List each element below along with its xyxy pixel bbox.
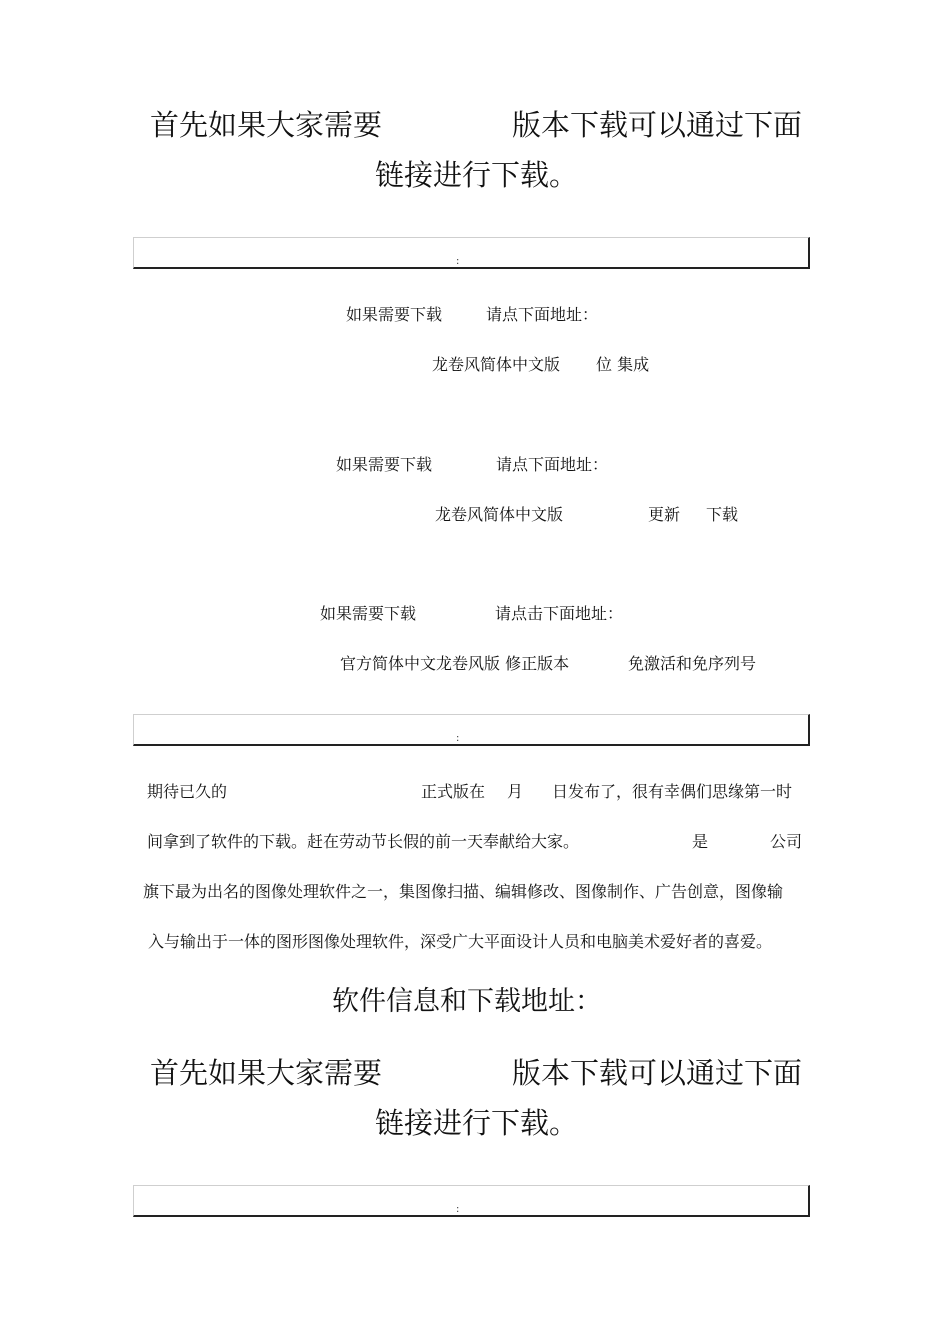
intro-line1-c: 月 [507, 782, 524, 801]
code-box-2-caption: : [456, 733, 462, 744]
download-1-link[interactable]: 龙卷风简体中文版 [432, 355, 561, 374]
download-1-prefix: 如果需要下载 [346, 305, 443, 324]
download-3-link[interactable]: 官方简体中文龙卷风版 修正版本 [340, 654, 570, 673]
download-3-suffix: 请点击下面地址： [495, 604, 624, 623]
section-title: 软件信息和下载地址： [332, 986, 602, 1017]
code-box-1-caption: : [456, 256, 462, 267]
download-1-suffix: 请点下面地址： [486, 305, 599, 324]
code-box-2 [133, 714, 810, 746]
download-2-link[interactable]: 龙卷风简体中文版 [435, 505, 564, 524]
heading-1-line1-left: 首先如果大家需要 [150, 108, 383, 142]
download-2-action[interactable]: 下载 [706, 505, 739, 524]
intro-line4: 入与输出于一体的图形图像处理软件，深受广大平面设计人员和电脑美术爱好者的喜爱。 [148, 932, 773, 951]
heading-2-line1-left: 首先如果大家需要 [150, 1056, 383, 1090]
intro-line1-a: 期待已久的 [147, 782, 228, 801]
intro-line1-d: 日发布了，很有幸偶们思缘第一时 [552, 782, 793, 801]
code-box-1 [133, 237, 810, 269]
intro-line2-a: 间拿到了软件的下载。赶在劳动节长假的前一天奉献给大家。 [147, 832, 580, 851]
download-3-prefix: 如果需要下载 [320, 604, 417, 623]
code-box-3-caption: : [456, 1204, 462, 1215]
intro-line2-b: 是 [692, 832, 709, 851]
code-box-3 [133, 1185, 810, 1217]
intro-line1-b: 正式版在 [421, 782, 486, 801]
heading-1-line1-right: 版本下载可以通过下面 [512, 108, 803, 142]
intro-line2-c: 公司 [770, 832, 803, 851]
heading-1-line2: 链接进行下载。 [375, 158, 579, 192]
download-3-extra[interactable]: 免激活和免序列号 [628, 654, 757, 673]
download-2-suffix: 请点下面地址： [496, 455, 609, 474]
download-2-prefix: 如果需要下载 [336, 455, 433, 474]
download-1-bits[interactable]: 位 集成 [596, 355, 650, 374]
download-2-update[interactable]: 更新 [648, 505, 681, 524]
heading-2-line2: 链接进行下载。 [375, 1106, 579, 1140]
intro-line3: 旗下最为出名的图像处理软件之一，集图像扫描、编辑修改、图像制作、广告创意，图像输 [143, 882, 784, 901]
heading-2-line1-right: 版本下载可以通过下面 [512, 1056, 803, 1090]
